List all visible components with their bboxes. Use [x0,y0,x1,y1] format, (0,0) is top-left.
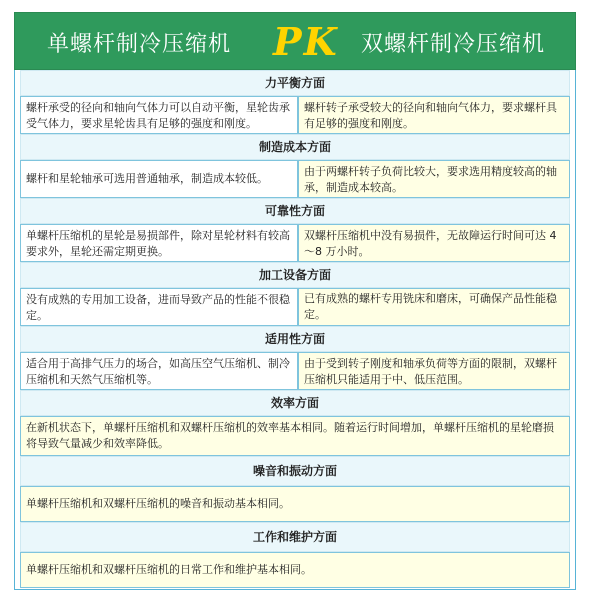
cell-text: 已有成熟的螺杆专用铣床和磨床，可确保产品性能稳定。 [304,292,557,321]
section-title: 效率方面 [20,390,570,416]
section-title: 力平衡方面 [20,70,570,96]
twin-screw-cell: 由于受到转子刚度和轴承负荷等方面的限制，双螺杆压缩机只能适用于中、低压范围。 [298,352,570,390]
cell-text: 单螺杆压缩机和双螺杆压缩机的日常工作和维护基本相同。 [26,563,312,576]
single-screw-cell [20,160,298,198]
section-title: 适用性方面 [20,326,570,352]
twin-screw-cell: 双螺杆压缩机中没有易损件，无故障运行时间可达 4～8 万小时。 [298,224,570,262]
cell-text: 螺杆和星轮轴承可选用普通轴承，制造成本较低。 [26,172,268,185]
header-right-title: 双螺杆制冷压缩机 [361,32,546,57]
single-screw-cell: 适合用于高排气压力的场合，如高压空气压缩机、制冷压缩机和天然气压缩机等。 [20,352,298,390]
header-pk-logo: PK [273,19,339,64]
section-title: 可靠性方面 [20,198,570,224]
section-title: 工作和维护方面 [20,522,570,552]
section-title: 噪音和振动方面 [20,456,570,486]
header-left-title: 单螺杆制冷压缩机 [47,32,232,57]
cell-text: 单螺杆压缩机和双螺杆压缩机的噪音和振动基本相同。 [26,497,290,510]
table-header [14,12,576,70]
twin-screw-cell [298,288,570,326]
single-screw-cell: 单螺杆压缩机的星轮是易损部件，除对星轮材料有较高要求外，星轮还需定期更换。 [20,224,298,262]
twin-screw-cell: 螺杆转子承受较大的径向和轴向气体力，要求螺杆具有足够的强度和刚度。 [298,96,570,134]
twin-screw-cell: 由于两螺杆转子负荷比较大，要求选用精度较高的轴承，制造成本较高。 [298,160,570,198]
section-title: 制造成本方面 [20,134,570,160]
shared-cell: 在新机状态下，单螺杆压缩机和双螺杆压缩机的效率基本相同。随着运行时间增加，单螺杆压缩机的星轮磨损将导致气量减少和效率降低。 [20,416,570,456]
single-screw-cell: 没有成熟的专用加工设备，进而导致产品的性能不很稳定。 [20,288,298,326]
single-screw-cell: 螺杆承受的径向和轴向气体力可以自动平衡，星轮齿承受气体力，要求星轮齿具有足够的强度和刚度。 [20,96,298,134]
shared-cell [20,486,570,522]
section-title: 加工设备方面 [20,262,570,288]
shared-cell [20,552,570,588]
